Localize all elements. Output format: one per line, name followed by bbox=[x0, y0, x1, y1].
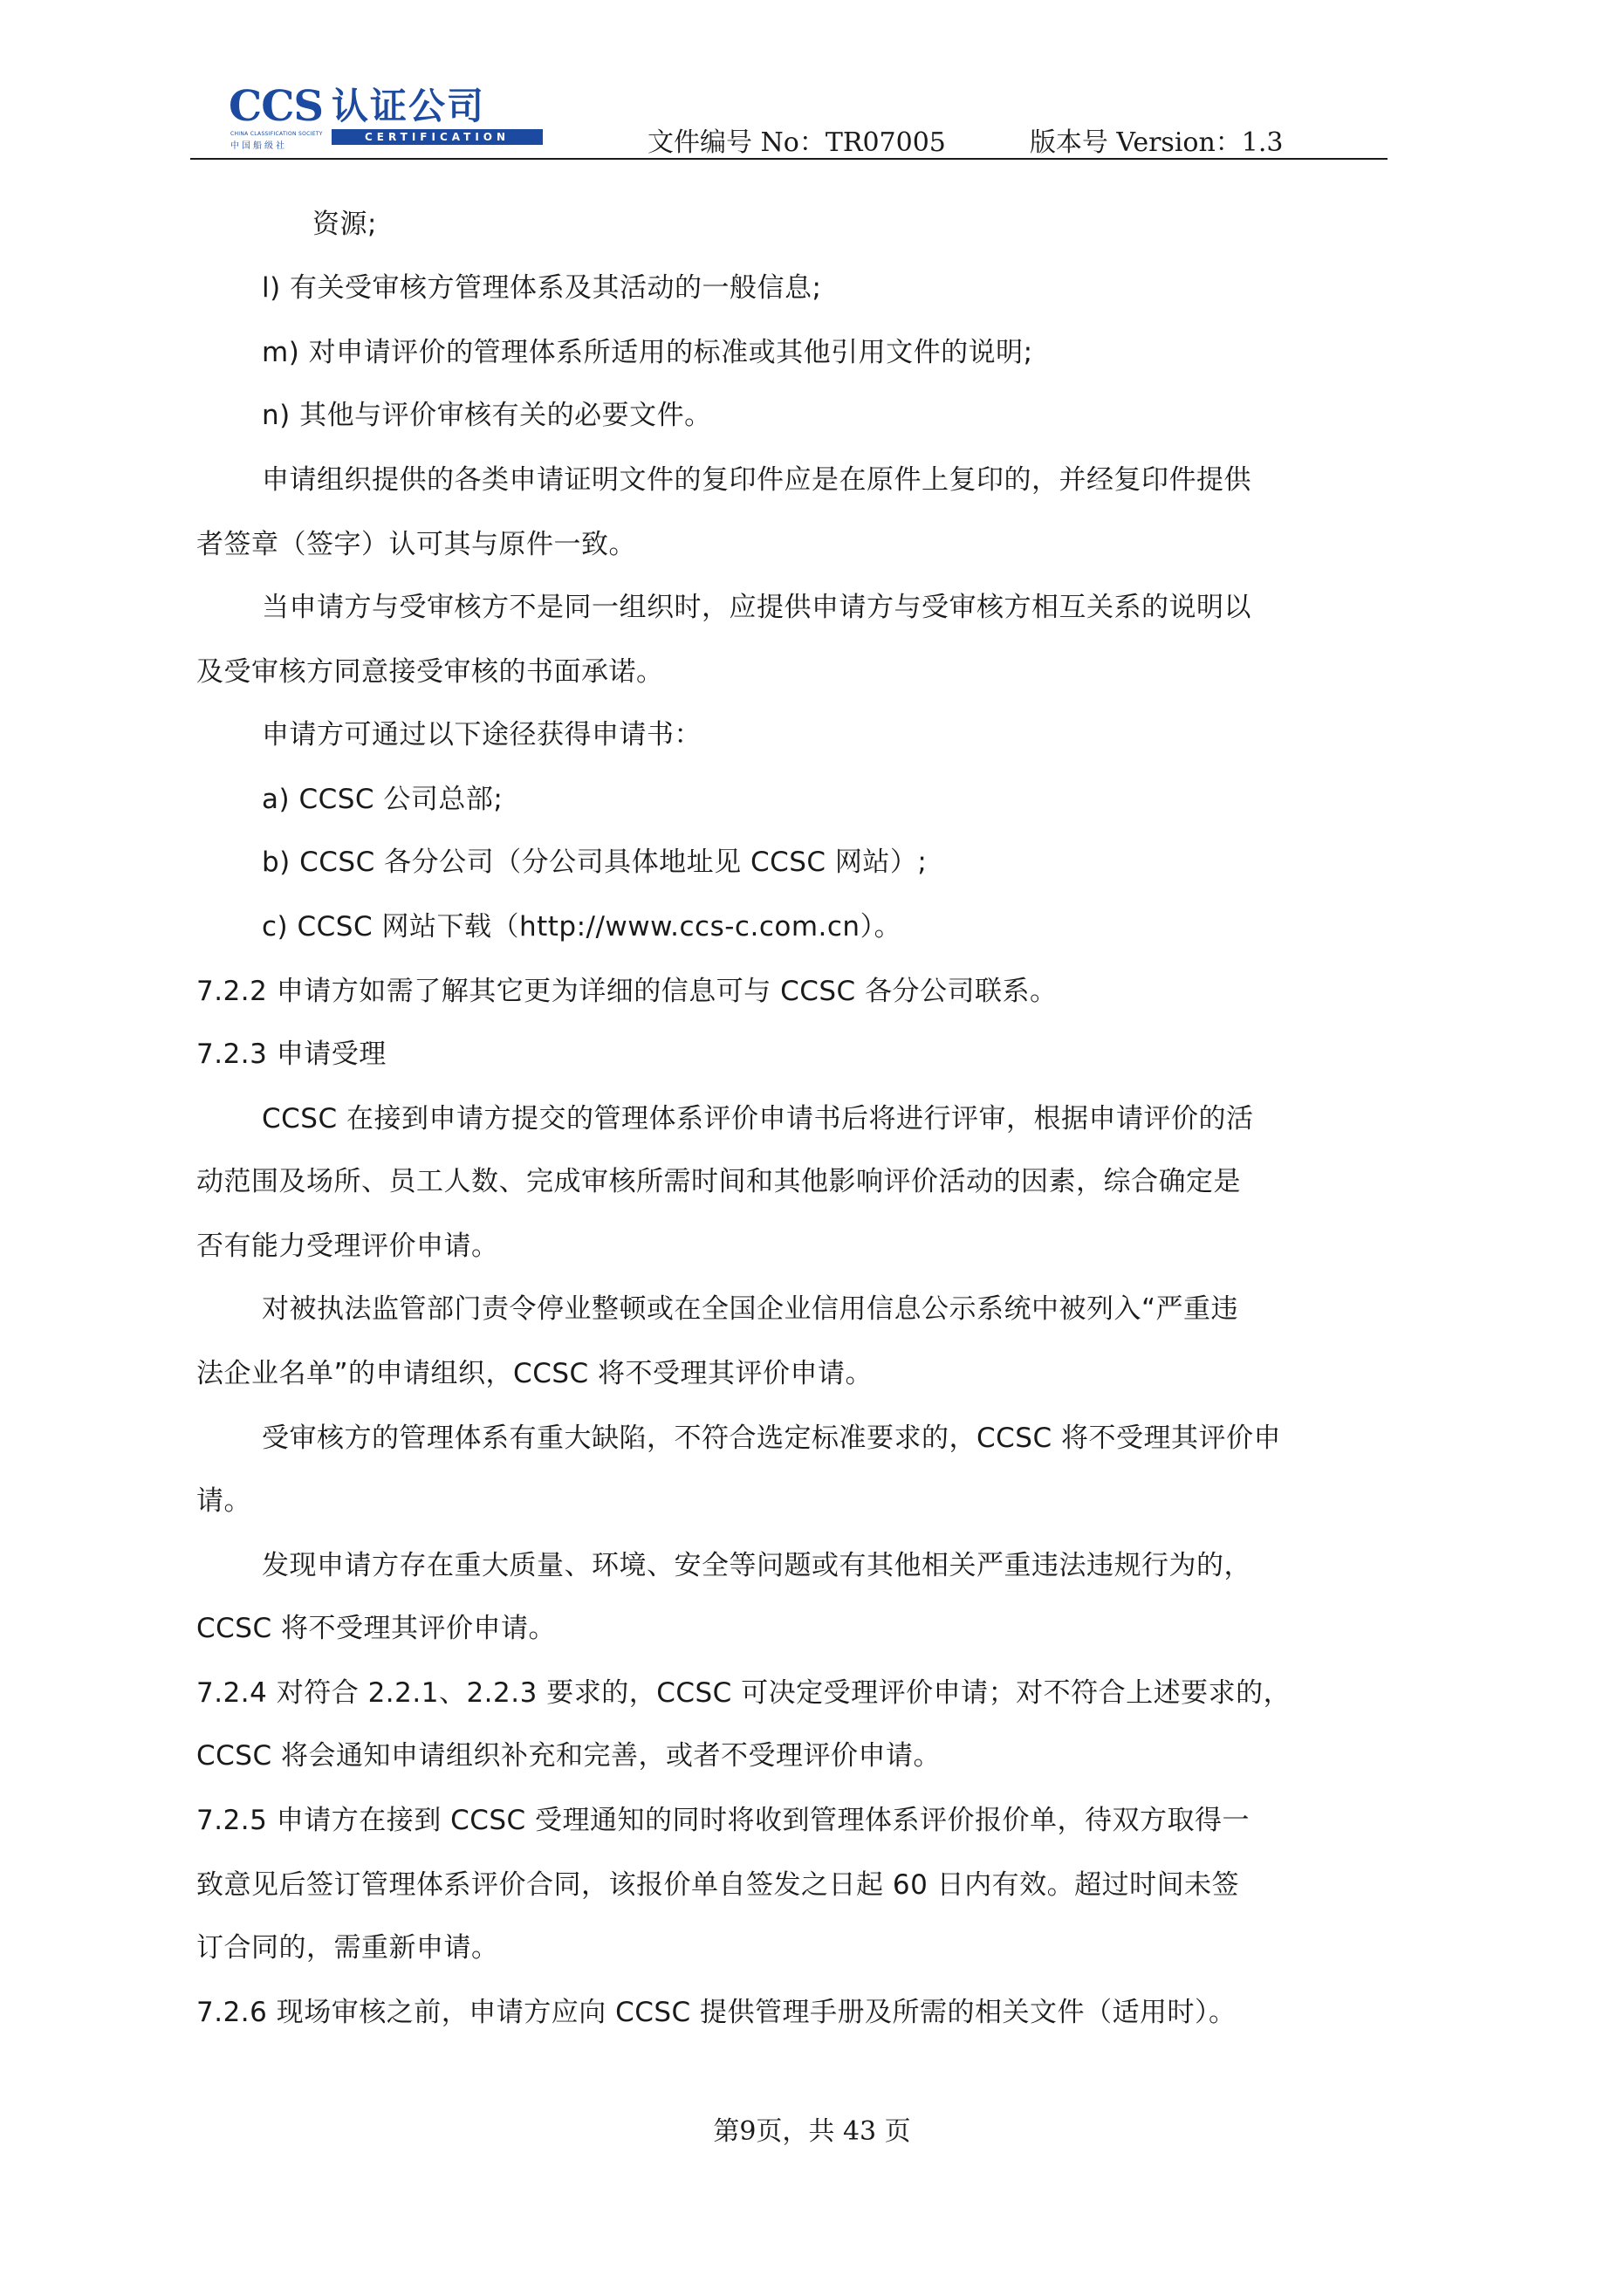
logo-name: 认证公司 bbox=[332, 85, 486, 127]
text-line: m) 对申请评价的管理体系所适用的标准或其他引用文件的说明; bbox=[262, 337, 1033, 368]
text-line: 否有能力受理评价申请。 bbox=[196, 1231, 499, 1262]
logo-mark: CCS bbox=[229, 82, 324, 131]
text-line: 7.2.5 申请方在接到 CCSC 受理通知的同时将收到管理体系评价报价单，待双方取得一 bbox=[196, 1805, 1251, 1836]
text-line: 发现申请方存在重大质量、环境、安全等问题或有其他相关严重违法违规行为的， bbox=[262, 1550, 1251, 1581]
page-number: 第9页，共 43 页 bbox=[713, 2116, 911, 2147]
header-divider bbox=[190, 158, 1388, 160]
text-line: l) 有关受审核方管理体系及其活动的一般信息; bbox=[262, 272, 822, 304]
text-line: 动范围及场所、员工人数、完成审核所需时间和其他影响评价活动的因素，综合确定是 bbox=[196, 1166, 1241, 1197]
logo-society-cn: 中国船级社 bbox=[230, 141, 287, 151]
text-line: 致意见后签订管理体系评价合同，该报价单自签发之日起 60 日内有效。超过时间未签 bbox=[196, 1869, 1240, 1901]
text-line: 7.2.6 现场审核之前，申请方应向 CCSC 提供管理手册及所需的相关文件（适用时）。 bbox=[196, 1997, 1237, 2028]
text-line: a) CCSC 公司总部; bbox=[262, 784, 504, 815]
text-line: 申请方可通过以下途径获得申请书： bbox=[262, 719, 702, 751]
text-line: 者签章（签字）认可其与原件一致。 bbox=[196, 529, 636, 560]
document-info bbox=[648, 120, 1284, 159]
text-line: 资源; bbox=[312, 209, 377, 240]
logo-tagline: CERTIFICATION bbox=[332, 129, 543, 145]
text-line: 法企业名单”的申请组织，CCSC 将不受理其评价申请。 bbox=[196, 1358, 874, 1389]
ccs-certification-logo bbox=[229, 82, 543, 151]
text-line: 及受审核方同意接受审核的书面承诺。 bbox=[196, 656, 664, 688]
text-line: 当申请方与受审核方不是同一组织时，应提供申请方与受审核方相互关系的说明以 bbox=[262, 592, 1251, 623]
text-line: CCSC 在接到申请方提交的管理体系评价申请书后将进行评审，根据申请评价的活 bbox=[262, 1103, 1254, 1135]
text-line: 7.2.3 申请受理 bbox=[196, 1039, 387, 1070]
text-line: c) CCSC 网站下载（http://www.ccs-c.com.cn）。 bbox=[262, 911, 902, 943]
text-line: 订合同的，需重新申请。 bbox=[196, 1932, 499, 1964]
doc-number: 文件编号 No：TR07005 bbox=[648, 127, 946, 158]
text-line: 受审核方的管理体系有重大缺陷，不符合选定标准要求的，CCSC 将不受理其评价申 bbox=[262, 1422, 1281, 1454]
text-line: 请。 bbox=[196, 1485, 251, 1517]
text-line: 对被执法监管部门责令停业整顿或在全国企业信用信息公示系统中被列入“严重违 bbox=[262, 1293, 1239, 1325]
text-line: n) 其他与评价审核有关的必要文件。 bbox=[262, 400, 712, 431]
text-line: 7.2.2 申请方如需了解其它更为详细的信息可与 CCSC 各分公司联系。 bbox=[196, 976, 1058, 1007]
text-line: b) CCSC 各分公司（分公司具体地址见 CCSC 网站）; bbox=[262, 847, 928, 878]
text-line: CCSC 将会通知申请组织补充和完善，或者不受理评价申请。 bbox=[196, 1740, 941, 1772]
logo-society-en: CHINA CLASSIFICATION SOCIETY bbox=[230, 131, 323, 137]
text-line: 7.2.4 对符合 2.2.1、2.2.3 要求的，CCSC 可决定受理评价申请；对不符合上述要求的， bbox=[196, 1677, 1292, 1709]
doc-version: 版本号 Version：1.3 bbox=[1029, 127, 1284, 158]
text-line: CCSC 将不受理其评价申请。 bbox=[196, 1613, 556, 1644]
text-line: 申请组织提供的各类申请证明文件的复印件应是在原件上复印的，并经复印件提供 bbox=[262, 464, 1251, 496]
